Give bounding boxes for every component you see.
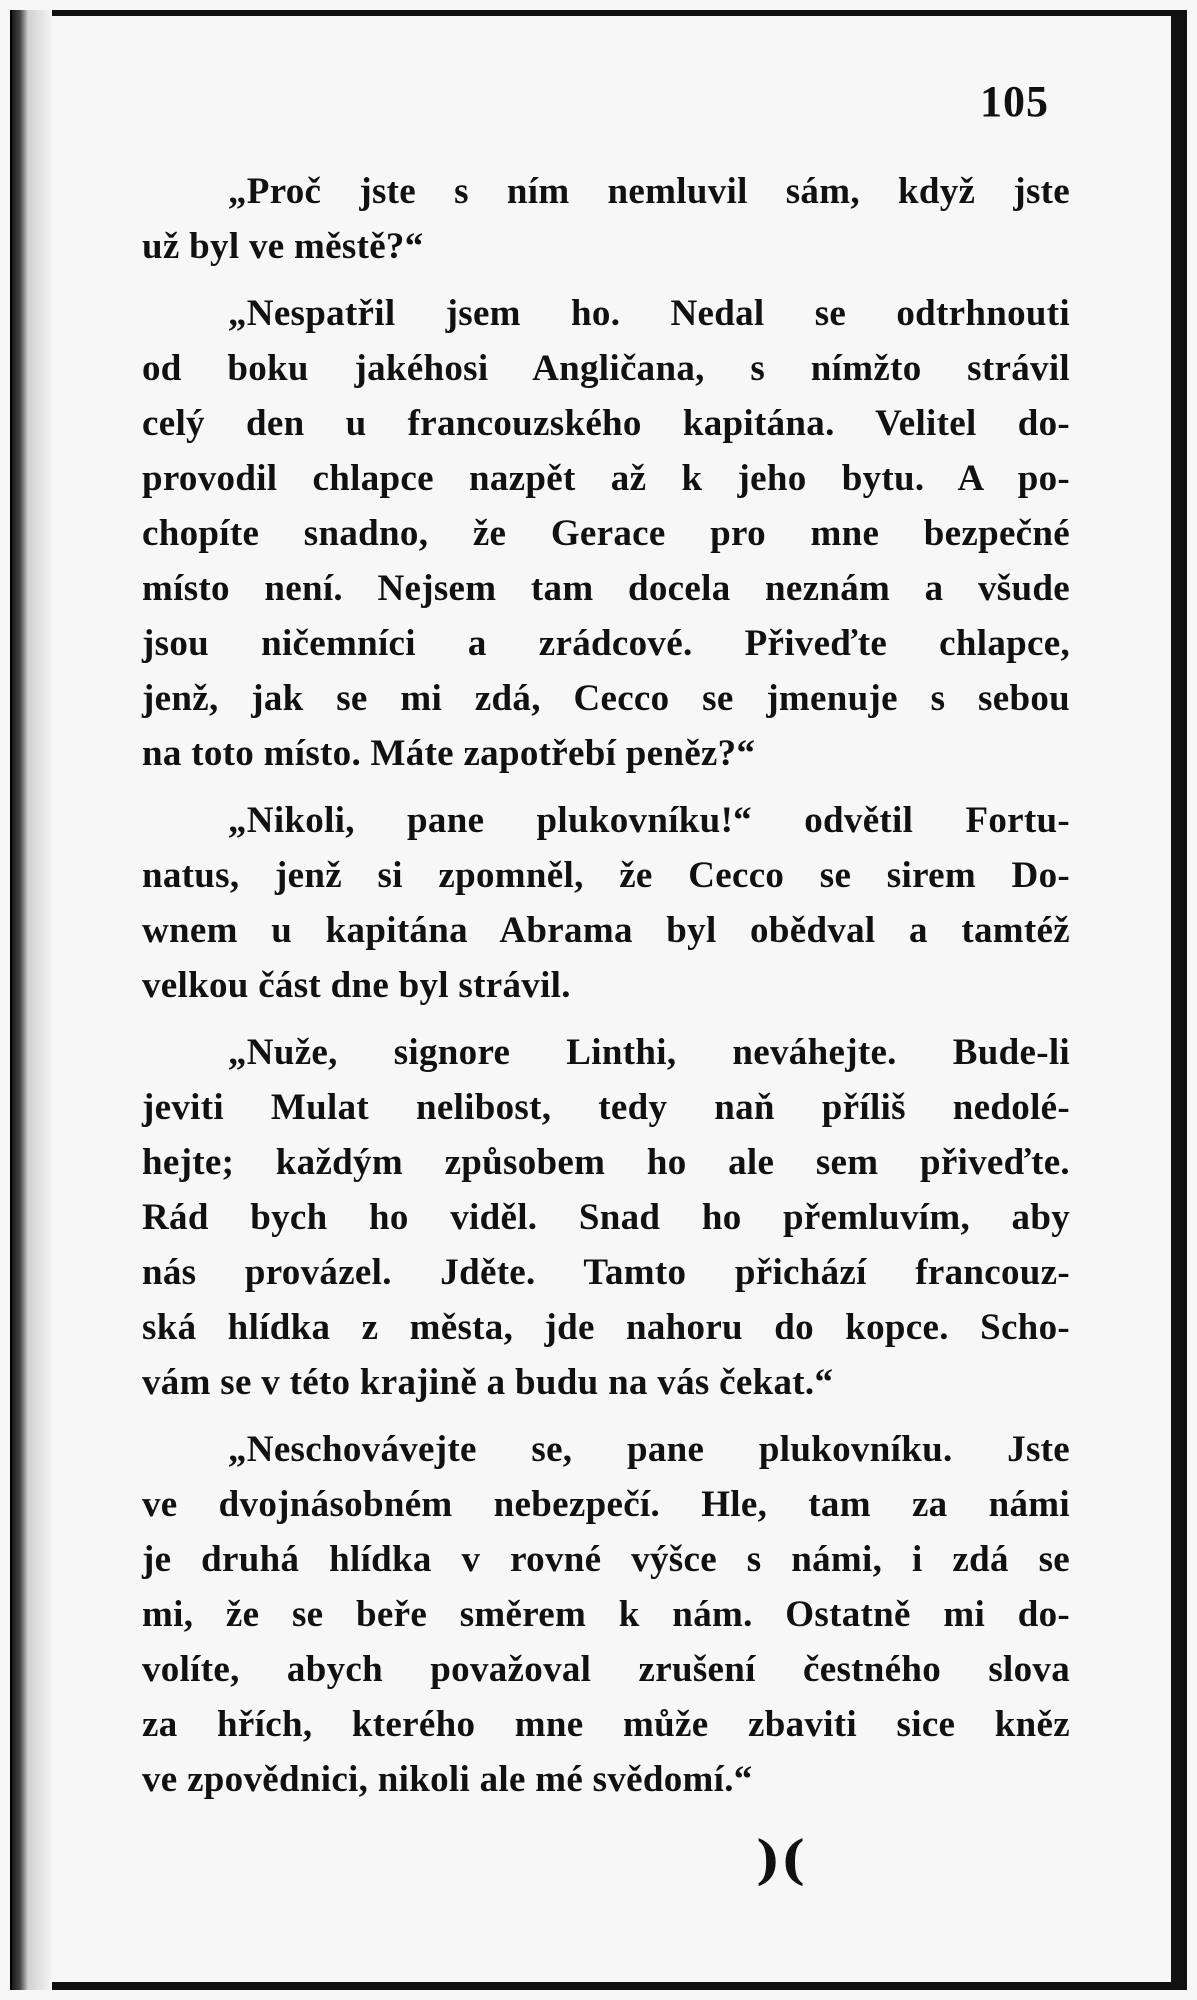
page-number: 105 <box>980 77 1049 126</box>
text-line: wnem u kapitána Abrama byl obědval a tamtéž <box>142 910 1070 951</box>
text-line: „Neschovávejte se, pane plukovníku. Jste <box>228 1429 1070 1470</box>
paragraph <box>142 793 1070 1013</box>
text-line: ve zpovědnici, nikoli ale mé svědomí.“ <box>142 1759 753 1800</box>
text-line: jeviti Mulat nelibost, tedy naň příliš nedolé- <box>142 1087 1070 1128</box>
text-line: „Nuže, signore Linthi, neváhejte. Bude-li <box>228 1032 1070 1073</box>
text-line: za hřích, kterého mne může zbaviti sice kněz <box>142 1704 1070 1745</box>
text-line: natus, jenž si zpomněl, že Cecco se sirem Do- <box>142 855 1070 896</box>
text-line: „Nespatřil jsem ho. Nedal se odtrhnouti <box>228 293 1070 334</box>
text-line: jsou ničemníci a zrádcové. Přiveďte chlapce, <box>142 623 1070 664</box>
text-line: na toto místo. Máte zapotřebí peněz?“ <box>142 733 756 774</box>
text-line: velkou část dne byl strávil. <box>142 965 571 1006</box>
paragraph <box>142 164 1070 274</box>
text-line: od boku jakéhosi Angličana, s nímžto strávil <box>142 348 1070 389</box>
text-line: celý den u francouzského kapitána. Velitel do- <box>142 403 1070 444</box>
text-line: ve dvojnásobném nebezpečí. Hle, tam za námi <box>142 1484 1070 1525</box>
text-line: už byl ve městě?“ <box>142 226 424 267</box>
text-line: nás provázel. Jděte. Tamto přichází francouz- <box>142 1252 1070 1293</box>
section-end-mark: )( <box>756 1830 806 1891</box>
text-line: volíte, abych považoval zrušení čestného slova <box>142 1649 1070 1690</box>
book-spine-shadow <box>10 10 52 1990</box>
text-line: „Nikoli, pane plukovníku!“ odvětil Fortu- <box>228 800 1070 841</box>
paragraph <box>142 1422 1070 1807</box>
text-line: chopíte snadno, že Gerace pro mne bezpečné <box>142 513 1070 554</box>
text-line: vám se v této krajině a budu na vás čekat.“ <box>142 1362 834 1403</box>
text-line: místo není. Nejsem tam docela neznám a všude <box>142 568 1070 609</box>
text-line: ská hlídka z města, jde nahoru do kopce. Scho- <box>142 1307 1070 1348</box>
text-line: jenž, jak se mi zdá, Cecco se jmenuje s sebou <box>142 678 1070 719</box>
text-line: hejte; každým způsobem ho ale sem přiveďte. <box>142 1142 1070 1183</box>
paragraph <box>142 286 1070 781</box>
text-line: mi, že se beře směrem k nám. Ostatně mi do- <box>142 1594 1070 1635</box>
body-text <box>142 164 1070 1819</box>
text-line: provodil chlapce nazpět až k jeho bytu. A po- <box>142 458 1070 499</box>
text-line: „Proč jste s ním nemluvil sám, když jste <box>228 171 1070 212</box>
text-line: Rád bych ho viděl. Snad ho přemluvím, aby <box>142 1197 1070 1238</box>
paragraph <box>142 1025 1070 1410</box>
text-line: je druhá hlídka v rovné výšce s námi, i zdá se <box>142 1539 1070 1580</box>
